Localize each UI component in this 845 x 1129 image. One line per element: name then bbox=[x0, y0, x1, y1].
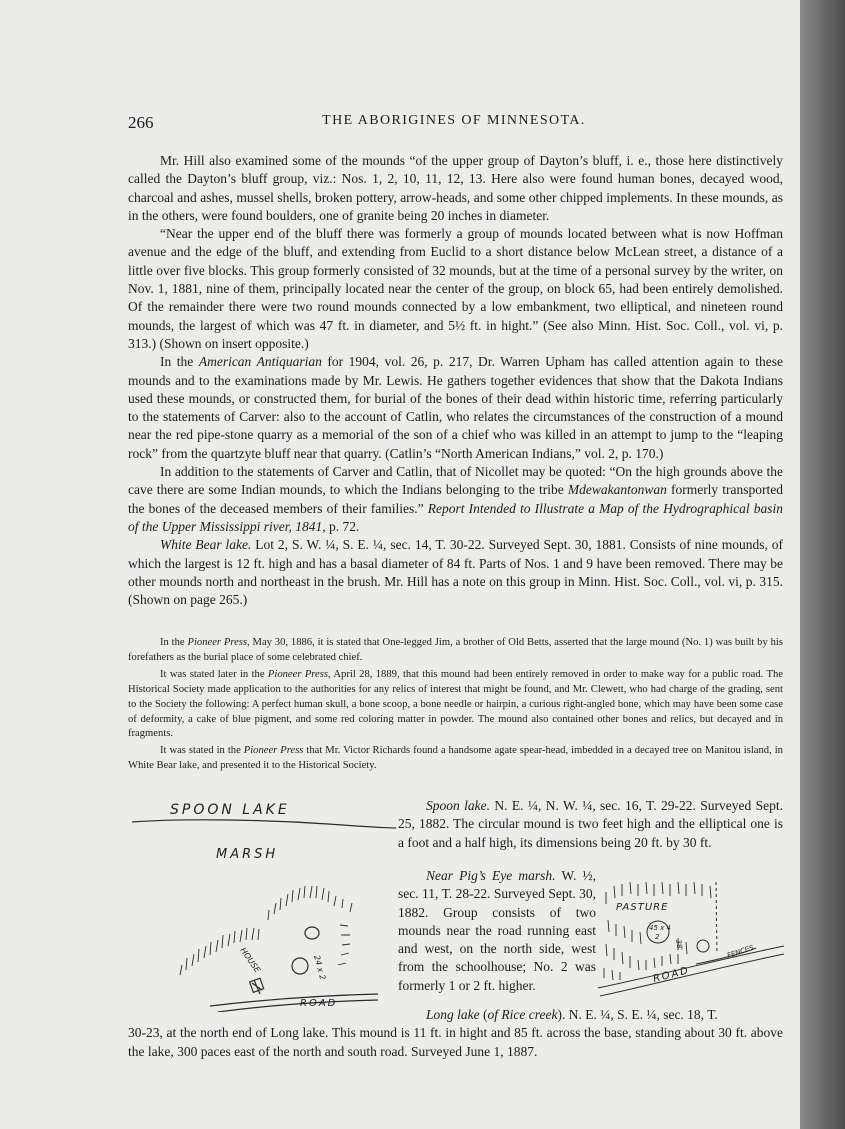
running-title: THE ABORIGINES OF MINNESOTA. bbox=[322, 113, 586, 128]
road-label: ROAD bbox=[300, 998, 338, 1009]
spoon-lake-sketch bbox=[128, 790, 400, 1012]
house-label: HOUSE bbox=[238, 945, 262, 975]
long-lake-text: Long lake (of Rice creek). N. E. ¼, S. E. ¼, sec. 18, T. 30-23, at the north end of Long lake. This mound is 11 ft. in hight and 85 ft. across the base, standing about 30 ft. above the lake, 300 paces east of the north and south road. Surveyed June 1, 1887. bbox=[128, 1007, 783, 1059]
main-text bbox=[128, 152, 783, 609]
paragraph-hoffman-group: “Near the upper end of the bluff there was formerly a group of mounds located between what is now Hoffman avenue and the edge of the bluff, and extending from Euclid to a short distance below McLean street, a distance of a little over five blocks. This group formerly consisted of 32 mounds, but at the time of a personal survey by the writer, on Nov. 1, 1881, nine of them, principally located near the center of the group, on block 65, had been entirely demolished. Of the remainder there were two round mounds connected by a low embankment, two elliptical, and nineteen round mounds, the largest of which was 47 ft. in diameter, and 5½ ft. in hight.” (See also Minn. Hist. Soc. Coll., vol. vi, p. 313.) (Shown on insert opposite.) bbox=[128, 226, 783, 351]
marsh-label: MARSH bbox=[216, 847, 279, 862]
distance-label: 38' bbox=[674, 938, 684, 952]
paragraph-dayton-bluff: Mr. Hill also examined some of the mounds “of the upper group of Dayton’s bluff, i. e., those here distinctively called the Dayton’s bluff group, viz.: Nos. 1, 2, 10, 11, 12, 13. Here also were found human bones, decayed wood, charcoal and ashes, mussel shells, broken pottery, arrow-heads, and some other chipped implements. In these mounds, as in the others, were found boulders, one of granite being 20 inches in diameter. bbox=[128, 153, 783, 223]
running-head bbox=[128, 113, 780, 133]
paragraph-nicollet: In addition to the statements of Carver and Catlin, that of Nicollet may be quoted: “On the high grounds above the cave there are some Indian mounds, to which the Indians belonging to the tribe Mdewakantonwan formerly transported the bones of the deceased members of their families.” Report Intended to Illustrate a Map of the Hydrographical basin of the Upper Mississippi river, 1841, p. 72. bbox=[128, 464, 783, 534]
pigs-eye-sketch bbox=[596, 872, 786, 1004]
road-label-2: ROAD bbox=[652, 965, 691, 985]
note-mound-removed: It was stated later in the Pioneer Press, April 28, 1889, that this mound had been entirely removed in order to make way for a public road. The Historical Society made application to the authorities for any relics of interest that might be found, and Mr. Clewett, who had charge of the grading, sent to the Society the following: A perfect human skull, a bone scoop, a bone needle or hairpin, a curious right-angled bone, which may have been some case of deformity, a cake of blue pigment, and some red coloring matter in powder. The mound also contained other bones and relics, but decayed and in fragments. bbox=[128, 668, 783, 740]
book-binding-edge bbox=[800, 0, 845, 1129]
fences-label: FENCES bbox=[726, 943, 755, 960]
pasture-label: PASTURE bbox=[616, 902, 669, 913]
mound-number-label: 2 bbox=[655, 933, 660, 941]
page-number: 266 bbox=[128, 113, 154, 132]
mound-dimension-label: 24 x 2 bbox=[312, 954, 328, 981]
pigs-eye-text: Near Pig’s Eye marsh. W. ½, sec. 11, T. 28-22. Surveyed Sept. 30, 1882. Group consists of two mounds near the road running east and west, on the north side, west from the schoolhouse; No. 2 was formerly 1 or 2 ft. higher. bbox=[398, 868, 596, 993]
note-one-legged-jim: In the Pioneer Press, May 30, 1886, it is stated that One-legged Jim, a brother of Old Betts, asserted that the large mound (No. 1) was built by his forefathers as the burial place of some celebrated chief. bbox=[128, 637, 783, 663]
spoon-lake-text: Spoon lake. N. E. ¼, N. W. ¼, sec. 16, T. 29-22. Surveyed Sept. 25, 1882. The circular mound is two feet high and the elliptical one is a foot and a half high, its dimensions being 20 ft. by 30 ft. bbox=[398, 798, 783, 850]
paragraph-american-antiquarian: In the American Antiquarian for 1904, vol. 26, p. 217, Dr. Warren Upham has called attention again to these mounds and to the examinations made by Mr. Lewis. He gathers together evidences that show that the Dakota Indians used these mounds, or constructed them, for burial of the bones of their dead within historic time, referring particularly to the statements of Carver: also to the account of Catlin, who relates the circumstances of the construction of a mound near the red pipe-stone quarry as a memorial of the son of a chief who was killed in an attempt to jump to the “leaping rock” from the quartzyte bluff near that quarry. (Catlin’s “North American Indians,” vol. 2, p. 170.) bbox=[128, 354, 783, 461]
spoon-lake-label: SPOON LAKE bbox=[170, 802, 290, 818]
mound-size-label: 45 x 4 bbox=[649, 924, 671, 932]
footnotes bbox=[128, 636, 783, 776]
paragraph-white-bear-lake: White Bear lake. Lot 2, S. W. ¼, S. E. ¼, sec. 14, T. 30-22. Surveyed Sept. 30, 1881. Consists of nine mounds, of which the largest is 12 ft. high and has a basal diameter of 84 ft. Parts of Nos. 1 and 9 have been removed. There may be other mounds north and northeast in the brush. Mr. Hill has a note on this group in Minn. Hist. Soc. Coll., vol. vi, p. 315. (Shown on page 265.) bbox=[128, 537, 784, 608]
note-spear-head: It was stated in the Pioneer Press that Mr. Victor Richards found a handsome agate spear-head, imbedded in a decayed tree on Manitou island, in White Bear lake, and presented it to the Historical Society. bbox=[128, 745, 783, 772]
